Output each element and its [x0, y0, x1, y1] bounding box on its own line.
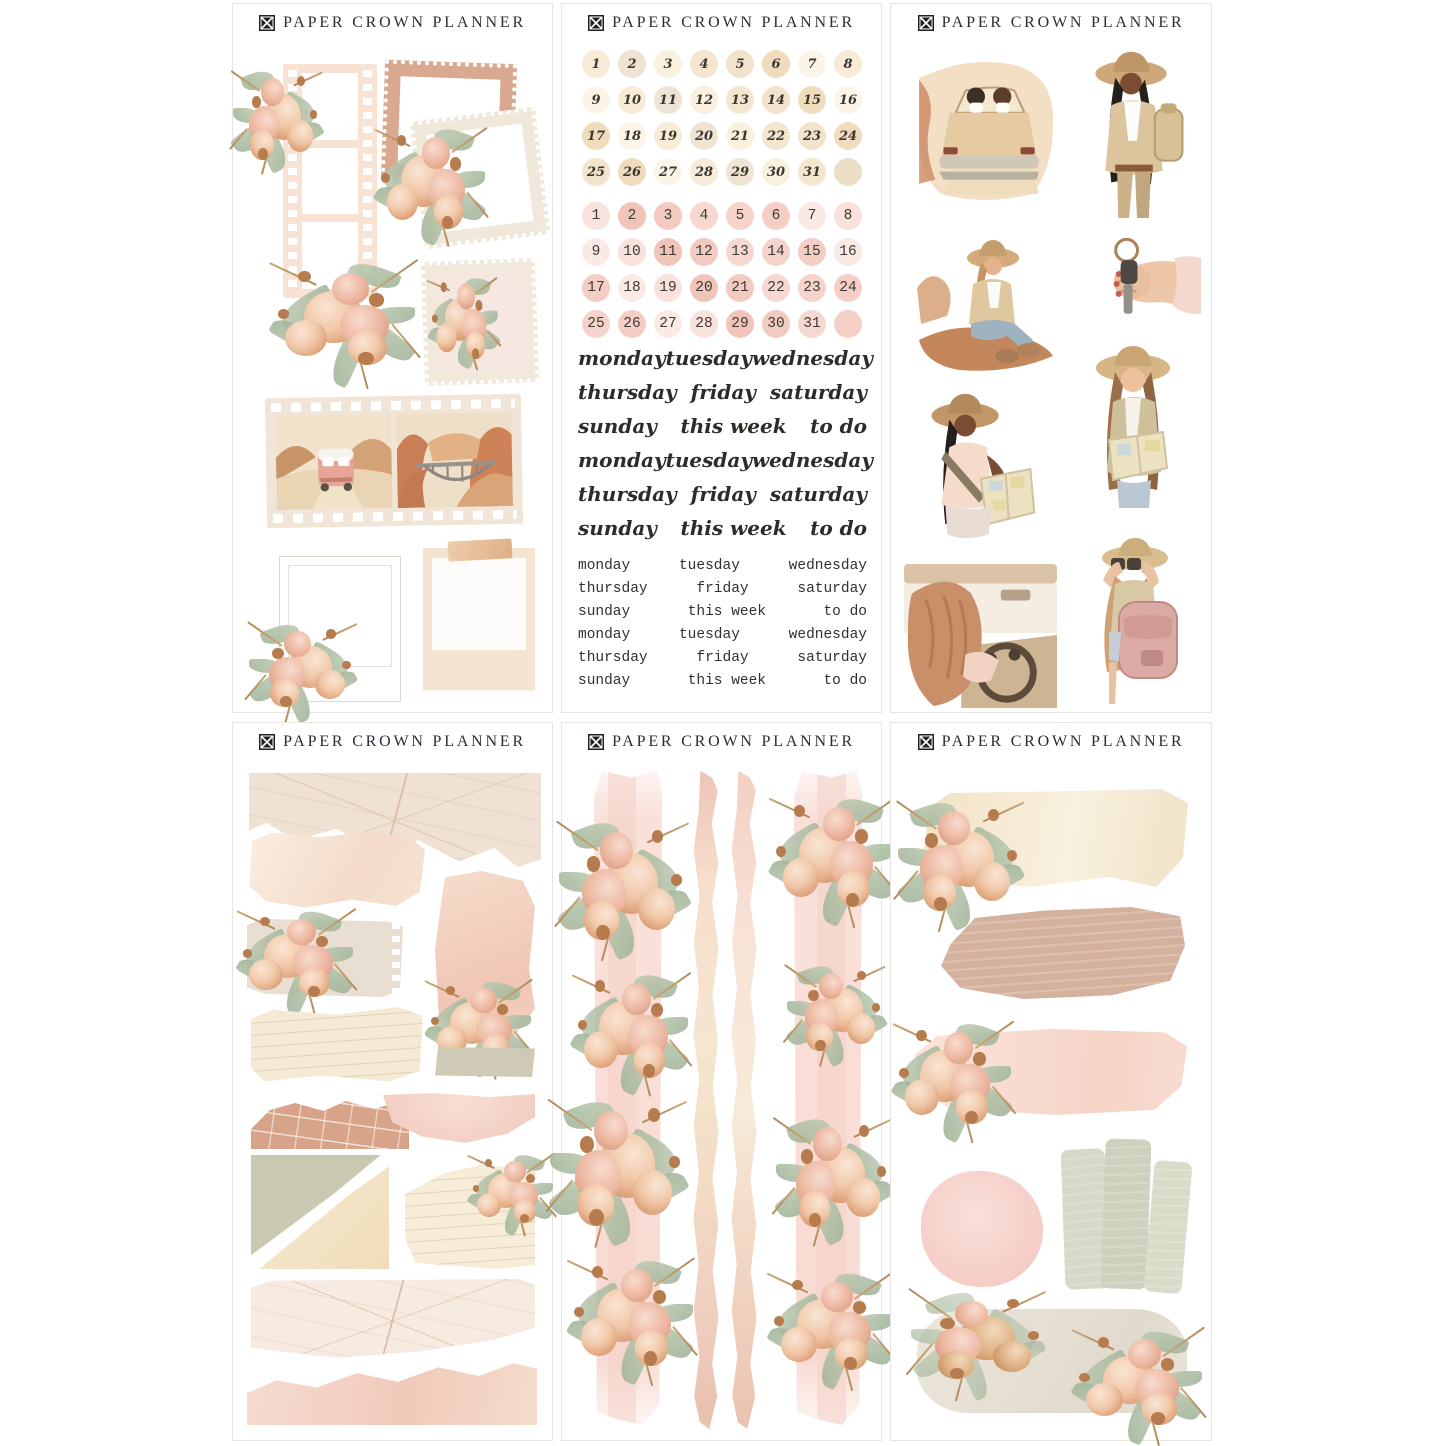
date-sticker-15: 15 — [798, 86, 826, 114]
terracotta-street-map-scrap — [251, 1099, 409, 1149]
brand-title: PAPER CROWN PLANNER — [941, 733, 1185, 750]
brand-logo-icon — [918, 734, 934, 750]
washi-tape-piece — [448, 538, 513, 561]
swatch-pink-brushstroke — [915, 1029, 1187, 1115]
date-sticker-29: 29 — [726, 310, 754, 338]
day-label-sunday: sunday — [578, 516, 657, 540]
date-sticker-31: 31 — [798, 310, 826, 338]
day-label-sunday: sunday — [578, 604, 631, 620]
date-sticker-1: 1 — [582, 202, 610, 230]
weekday-labels-row — [575, 558, 870, 581]
date-sticker-6: 6 — [762, 50, 790, 78]
date-sticker-11: 11 — [654, 238, 682, 266]
illustration-hand-holding-car-keys — [1077, 230, 1201, 330]
torn-blush-strip — [249, 831, 425, 909]
date-sticker-29: 29 — [726, 158, 754, 186]
date-sticker-18: 18 — [618, 274, 646, 302]
blank-date-sticker — [834, 310, 862, 338]
sticker-sheet-torn-papers — [232, 722, 553, 1441]
day-label-wednesday: wednesday — [788, 558, 867, 574]
polaroid-frame-white — [279, 556, 401, 702]
date-sticker-19: 19 — [654, 122, 682, 150]
sheet-header — [562, 14, 881, 32]
brand-title: PAPER CROWN PLANNER — [612, 14, 855, 31]
brand-logo-icon — [588, 734, 604, 750]
film-perforation — [271, 399, 515, 412]
torn-diagonal-duo — [251, 1155, 389, 1269]
day-label-saturday: saturday — [769, 482, 867, 506]
washi-strip-pink-right — [794, 771, 862, 1425]
date-sticker-30: 30 — [762, 158, 790, 186]
sticker-sheet-frames — [232, 3, 553, 713]
weekday-labels-row — [575, 673, 870, 696]
photo-canyon-bridge — [396, 412, 513, 508]
polaroid-frame-cream — [423, 548, 535, 690]
day-label-wednesday: wednesday — [751, 346, 873, 370]
day-label-monday: monday — [578, 448, 666, 472]
date-sticker-23: 23 — [798, 122, 826, 150]
stamp-sticker-floral-map — [421, 258, 539, 386]
stamp-frame-cream — [410, 107, 551, 249]
notebook-perforation — [392, 923, 400, 993]
sheet-header — [562, 733, 881, 751]
date-sticker-2: 2 — [618, 50, 646, 78]
illustration-woman-with-binoculars — [1063, 532, 1203, 708]
weekday-labels-row — [575, 482, 870, 516]
swatch-tan-brushstroke — [941, 907, 1185, 999]
day-label-this-week: this week — [687, 604, 767, 620]
date-sticker-17: 17 — [582, 122, 610, 150]
date-sticker-4: 4 — [690, 202, 718, 230]
date-sticker-19: 19 — [654, 274, 682, 302]
date-sticker-12: 12 — [690, 86, 718, 114]
day-label-thursday: thursday — [578, 650, 648, 666]
day-label-sunday: sunday — [578, 673, 631, 689]
date-sticker-9: 9 — [582, 238, 610, 266]
day-label-tuesday: tuesday — [665, 346, 752, 370]
day-label-friday: friday — [696, 650, 749, 666]
date-dot-grid-pink — [582, 202, 862, 338]
date-sticker-28: 28 — [690, 310, 718, 338]
date-sticker-23: 23 — [798, 274, 826, 302]
film-perforation — [363, 70, 372, 292]
date-sticker-16: 16 — [834, 86, 862, 114]
date-sticker-26: 26 — [618, 310, 646, 338]
date-sticker-11: 11 — [654, 86, 682, 114]
date-sticker-8: 8 — [834, 202, 862, 230]
sheet-header — [891, 733, 1211, 751]
date-sticker-26: 26 — [618, 158, 646, 186]
illustration-woman-driving-car — [903, 560, 1058, 708]
sheet-header — [233, 14, 552, 32]
washi-strip-torn-center-right — [730, 771, 758, 1429]
swatch-cream-brushstroke — [924, 789, 1188, 891]
blank-date-sticker — [834, 158, 862, 186]
brand-title: PAPER CROWN PLANNER — [612, 733, 855, 750]
date-sticker-14: 14 — [762, 238, 790, 266]
weekday-script-stickers — [575, 346, 873, 550]
torn-script-paper-strip — [251, 1007, 423, 1083]
film-perforation — [288, 70, 297, 292]
date-sticker-22: 22 — [762, 122, 790, 150]
sticker-sheet-dates-days — [561, 3, 882, 713]
date-sticker-12: 12 — [690, 238, 718, 266]
date-sticker-3: 3 — [654, 50, 682, 78]
date-sticker-27: 27 — [654, 158, 682, 186]
day-label-to-do: to do — [823, 673, 867, 689]
date-sticker-20: 20 — [690, 274, 718, 302]
illustration-traveler-reading-map-2 — [1063, 340, 1203, 530]
brand-title: PAPER CROWN PLANNER — [283, 14, 526, 31]
day-label-this-week: this week — [687, 673, 767, 689]
date-sticker-2: 2 — [618, 202, 646, 230]
day-label-saturday: saturday — [769, 380, 867, 404]
illustration-traveler-reading-map-1 — [903, 386, 1053, 554]
date-sticker-7: 7 — [798, 202, 826, 230]
date-sticker-18: 18 — [618, 122, 646, 150]
date-sticker-13: 13 — [726, 238, 754, 266]
day-label-monday: monday — [578, 346, 666, 370]
torn-map-strip — [251, 1279, 535, 1363]
date-sticker-16: 16 — [834, 238, 862, 266]
date-sticker-24: 24 — [834, 274, 862, 302]
swatch-sage-brushstrokes — [1063, 1139, 1189, 1295]
date-sticker-25: 25 — [582, 310, 610, 338]
weekday-labels-row — [575, 516, 870, 550]
film-perforation — [273, 510, 517, 523]
sticker-sheet-swatches — [890, 722, 1212, 1441]
date-sticker-25: 25 — [582, 158, 610, 186]
day-label-thursday: thursday — [578, 380, 677, 404]
day-label-to-do: to do — [823, 604, 867, 620]
day-label-to-do: to do — [810, 414, 867, 438]
weekday-typewriter-stickers — [575, 558, 870, 696]
day-label-tuesday: tuesday — [678, 558, 740, 574]
torn-floral-strip — [247, 919, 403, 997]
day-label-this-week: this week — [680, 516, 787, 540]
date-dot-grid-cream — [582, 50, 862, 186]
day-label-this-week: this week — [680, 414, 787, 438]
date-sticker-8: 8 — [834, 50, 862, 78]
date-sticker-20: 20 — [690, 122, 718, 150]
brand-title: PAPER CROWN PLANNER — [941, 14, 1185, 31]
day-label-thursday: thursday — [578, 581, 648, 597]
swatch-pink-round-blob — [921, 1171, 1043, 1287]
brand-logo-icon — [259, 15, 275, 31]
day-label-tuesday: tuesday — [665, 448, 752, 472]
day-label-sunday: sunday — [578, 414, 657, 438]
date-sticker-10: 10 — [618, 86, 646, 114]
swatch-greige-blob — [917, 1309, 1187, 1413]
weekday-labels-row — [575, 627, 870, 650]
sage-washi-piece — [435, 1047, 535, 1077]
sheet-header — [891, 14, 1211, 32]
date-sticker-5: 5 — [726, 50, 754, 78]
day-label-wednesday: wednesday — [751, 448, 873, 472]
date-sticker-30: 30 — [762, 310, 790, 338]
pink-watercolor-strip — [247, 1353, 537, 1425]
date-sticker-1: 1 — [582, 50, 610, 78]
torn-pink-paper-vertical — [435, 871, 535, 1035]
date-sticker-13: 13 — [726, 86, 754, 114]
day-label-friday: friday — [690, 482, 756, 506]
date-sticker-4: 4 — [690, 50, 718, 78]
date-sticker-27: 27 — [654, 310, 682, 338]
day-label-thursday: thursday — [578, 482, 677, 506]
photo-van-desert-road — [275, 414, 392, 510]
sticker-sheet-illustrations — [890, 3, 1212, 713]
day-label-wednesday: wednesday — [788, 627, 867, 643]
weekday-labels-row — [575, 380, 870, 414]
brand-title: PAPER CROWN PLANNER — [283, 733, 526, 750]
weekday-labels-row — [575, 414, 870, 448]
weekday-labels-row — [575, 581, 870, 604]
day-label-monday: monday — [578, 558, 631, 574]
film-strip-frame-vertical — [283, 64, 377, 298]
illustration-road-trip-convertible-car — [909, 52, 1061, 204]
date-sticker-31: 31 — [798, 158, 826, 186]
sticker-sheet-washi-strips — [561, 722, 882, 1441]
date-sticker-5: 5 — [726, 202, 754, 230]
day-label-tuesday: tuesday — [678, 627, 740, 643]
date-sticker-24: 24 — [834, 122, 862, 150]
date-sticker-6: 6 — [762, 202, 790, 230]
date-sticker-17: 17 — [582, 274, 610, 302]
date-sticker-15: 15 — [798, 238, 826, 266]
day-label-friday: friday — [690, 380, 756, 404]
day-label-to-do: to do — [810, 516, 867, 540]
brand-logo-icon — [259, 734, 275, 750]
weekday-labels-row — [575, 604, 870, 627]
brand-logo-icon — [588, 15, 604, 31]
washi-strip-torn-center-left — [692, 771, 720, 1429]
day-label-saturday: saturday — [797, 581, 867, 597]
weekday-labels-row — [575, 650, 870, 673]
date-sticker-7: 7 — [798, 50, 826, 78]
sheet-header — [233, 733, 552, 751]
illustration-woman-sitting-on-rocks — [911, 232, 1061, 377]
brand-logo-icon — [918, 15, 934, 31]
date-sticker-10: 10 — [618, 238, 646, 266]
date-sticker-21: 21 — [726, 122, 754, 150]
date-sticker-28: 28 — [690, 158, 718, 186]
date-sticker-3: 3 — [654, 202, 682, 230]
script-paper-with-roses — [405, 1165, 535, 1269]
day-label-monday: monday — [578, 627, 631, 643]
weekday-labels-row — [575, 448, 873, 482]
film-strip-photos — [265, 394, 523, 528]
date-sticker-22: 22 — [762, 274, 790, 302]
illustration-traveler-with-backpack — [1071, 46, 1201, 222]
weekday-labels-row — [575, 346, 873, 380]
date-sticker-14: 14 — [762, 86, 790, 114]
date-sticker-21: 21 — [726, 274, 754, 302]
day-label-saturday: saturday — [797, 650, 867, 666]
day-label-friday: friday — [696, 581, 749, 597]
washi-strip-pink-left — [594, 771, 662, 1425]
date-sticker-9: 9 — [582, 86, 610, 114]
